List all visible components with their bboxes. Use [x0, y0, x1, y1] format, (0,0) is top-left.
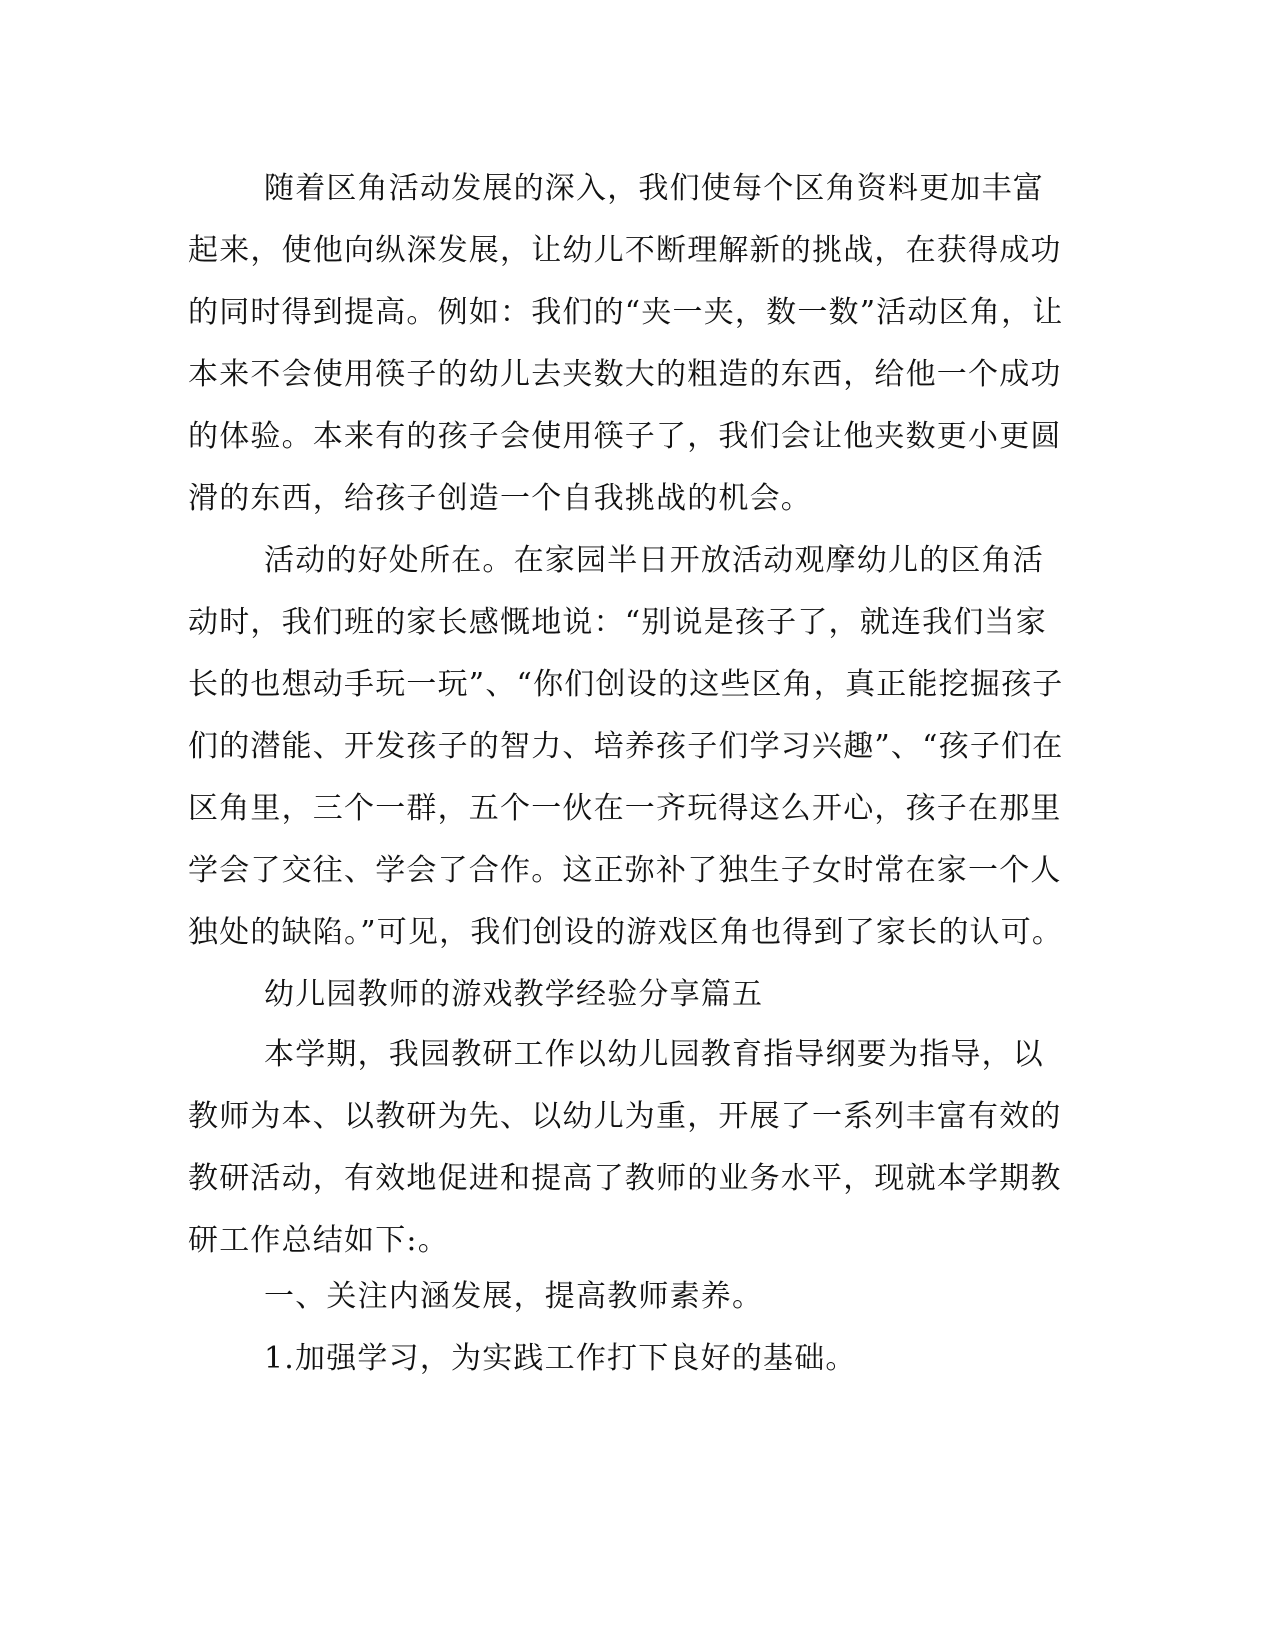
- paragraph-zone-activities: 随着区角活动发展的深入，我们使每个区角资料更加丰富起来，使他向纵深发展，让幼儿不断理解新的挑战，在获得成功的同时得到提高。例如：我们的“夹一夹，数一数”活动区角，让本来不会使用筷子的幼儿去夹数大的粗造的东西，给他一个成功的体验。本来有的孩子会使用筷子了，我们会让他夹数更小更圆滑的东西，给孩子创造一个自我挑战的机会。: [188, 171, 1064, 516]
- paragraph-semester-summary: 本学期，我园教研工作以幼儿园教育指导纲要为指导，以教师为本、以教研为先、以幼儿为重，开展了一系列丰富有效的教研活动，有效地促进和提高了教师的业务水平，现就本学期教研工作总结如下:。: [188, 1037, 1062, 1258]
- paragraph-parent-feedback: 活动的好处所在。在家园半日开放活动观摩幼儿的区角活动时，我们班的家长感慨地说：“别说是孩子了，就连我们当家长的也想动手玩一玩”、“你们创设的这些区角，真正能挖掘孩子们的潜能、开发孩子的智力、培养孩子们学习兴趣”、“孩子们在区角里，三个一群，五个一伙在一齐玩得这么开心，孩子在那里学会了交往、学会了合作。这正弥补了独生子女时常在家一个人独处的缺陷。”可见，我们创设的游戏区角也得到了家长的认可。: [188, 543, 1064, 950]
- subheading-teacher-quality: 一、关注内涵发展，提高教师素养。: [264, 1279, 764, 1314]
- list-item-study: 1.加强学习，为实践工作打下良好的基础。: [264, 1341, 857, 1376]
- section-heading: 幼儿园教师的游戏教学经验分享篇五: [264, 977, 764, 1012]
